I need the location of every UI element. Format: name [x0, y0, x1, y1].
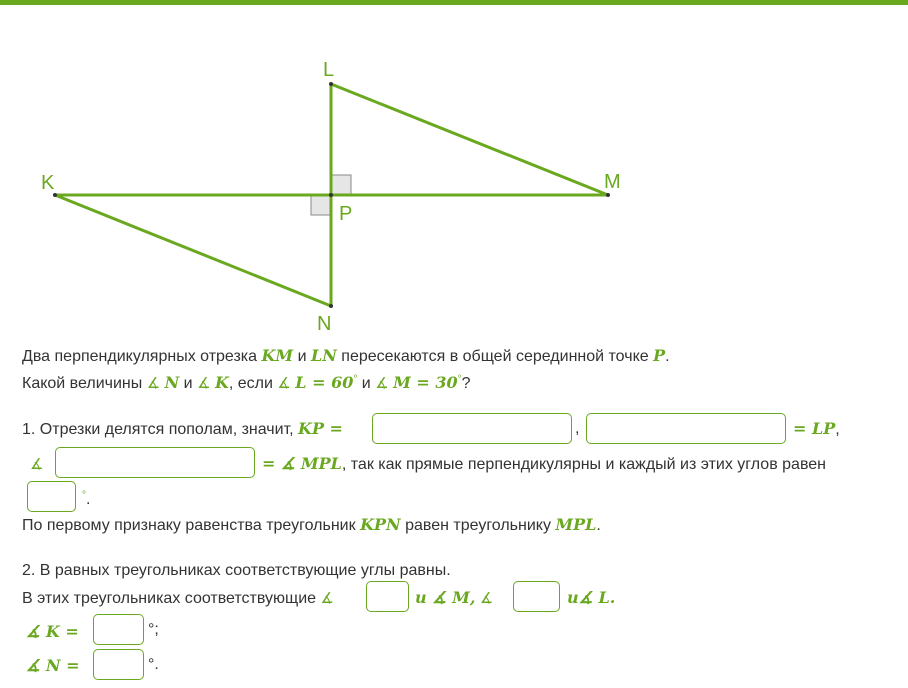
angle-l-value: L = 60: [295, 373, 354, 392]
degree-sign: °: [353, 374, 358, 385]
angle-k-name: K: [214, 373, 229, 392]
angle-icon: ∡: [146, 374, 161, 392]
period: .: [596, 517, 601, 534]
problem-text: , если: [228, 375, 278, 392]
degree-sign: °: [82, 490, 86, 501]
point-p: [329, 193, 333, 197]
right-angle-mark-bottom: [311, 195, 331, 215]
angle-icon: ∡: [320, 589, 334, 607]
conjunction: и: [293, 348, 311, 365]
step1-intro: 1. Отрезки делятся пополам, значит,: [22, 421, 299, 438]
and-angle-l-text: и∡ L.: [567, 588, 616, 607]
step1-reason: , так как прямые перпендикулярны и каждый из этих углов равен: [341, 456, 826, 473]
conclusion-text: равен треугольнику: [400, 517, 556, 534]
angle-mpl-text: [262, 454, 826, 475]
angle-icon: ∡: [479, 589, 494, 607]
angle-m-value: M = 30: [393, 373, 458, 392]
step2-text: В этих треугольниках соответствующие: [22, 590, 321, 607]
corresponding-angle-2-input[interactable]: [513, 581, 560, 612]
point-l: [329, 82, 333, 86]
problem-text: Какой величины: [22, 375, 147, 392]
conjunction: и: [357, 375, 376, 392]
angle-k-input[interactable]: [93, 614, 144, 645]
angle-k-equals: ∡ K =: [26, 622, 79, 641]
comma: ,: [575, 420, 580, 437]
problem-line-1: [22, 346, 670, 367]
point-m: [606, 193, 610, 197]
point-p-name: P: [653, 346, 666, 365]
angle-n-suffix: °.: [148, 656, 159, 673]
label-l: L: [323, 59, 335, 81]
corresponding-angle-1-input[interactable]: [366, 581, 409, 612]
step1-line-1: [22, 419, 343, 440]
degree-sign: °: [457, 374, 462, 385]
conclusion-text: По первому признаку равенства треугольник: [22, 517, 361, 534]
angle-k-suffix: °;: [148, 621, 159, 638]
angle-n-name: N: [164, 373, 180, 392]
segment-ln-name: LN: [310, 346, 337, 365]
period: .: [665, 348, 670, 365]
lp-equals: = LP: [793, 419, 836, 438]
and-angle-m-text: и ∡ M,: [415, 588, 476, 607]
angle-answer-input[interactable]: [55, 447, 255, 478]
problem-text: Два перпендикулярных отрезка: [22, 348, 262, 365]
angle-n-label: [26, 656, 80, 677]
segment-answer-input[interactable]: [586, 413, 786, 444]
angle-icon: ∡: [277, 374, 291, 392]
comma: ,: [835, 421, 840, 438]
segment-kn: [55, 195, 331, 306]
triangle-kpn-name: KPN: [360, 515, 401, 534]
degree-suffix: [82, 486, 90, 510]
and-angle-l: [567, 588, 615, 609]
geometry-figure: [0, 0, 908, 340]
kp-answer-input[interactable]: [372, 413, 572, 444]
label-k: K: [41, 172, 55, 194]
angle-mpl-equals: = ∡ MPL: [262, 454, 342, 473]
angle-icon: ∡: [197, 374, 211, 392]
period: .: [86, 491, 91, 508]
triangle-mpl-name: MPL: [555, 515, 597, 534]
problem-text: пересекаются в общей серединной точке: [336, 348, 654, 365]
kp-equals: KP =: [298, 419, 343, 438]
angle-n-input[interactable]: [93, 649, 144, 680]
angle-k-label: [26, 622, 79, 643]
label-m: M: [604, 171, 621, 193]
conjunction: и: [179, 375, 198, 392]
point-n: [329, 304, 333, 308]
degrees-answer-input[interactable]: [27, 481, 76, 512]
segment-km-name: KM: [261, 346, 294, 365]
step1-conclusion: [22, 515, 601, 536]
label-p: P: [339, 203, 353, 225]
angle-icon: ∡: [30, 455, 44, 473]
question-mark: ?: [461, 375, 471, 392]
segment-lm: [331, 84, 608, 195]
angle-n-equals: ∡ N =: [26, 656, 80, 675]
label-n: N: [317, 313, 332, 335]
problem-line-2: [22, 370, 471, 394]
step2-line-2: [22, 588, 334, 609]
right-angle-mark-top: [331, 175, 351, 195]
lp-equality: [793, 419, 840, 440]
step2-line-1: 2. В равных треугольниках соответствующие углы равны.: [22, 562, 451, 579]
and-angle-m: [415, 588, 493, 609]
angle-icon: ∡: [375, 374, 389, 392]
